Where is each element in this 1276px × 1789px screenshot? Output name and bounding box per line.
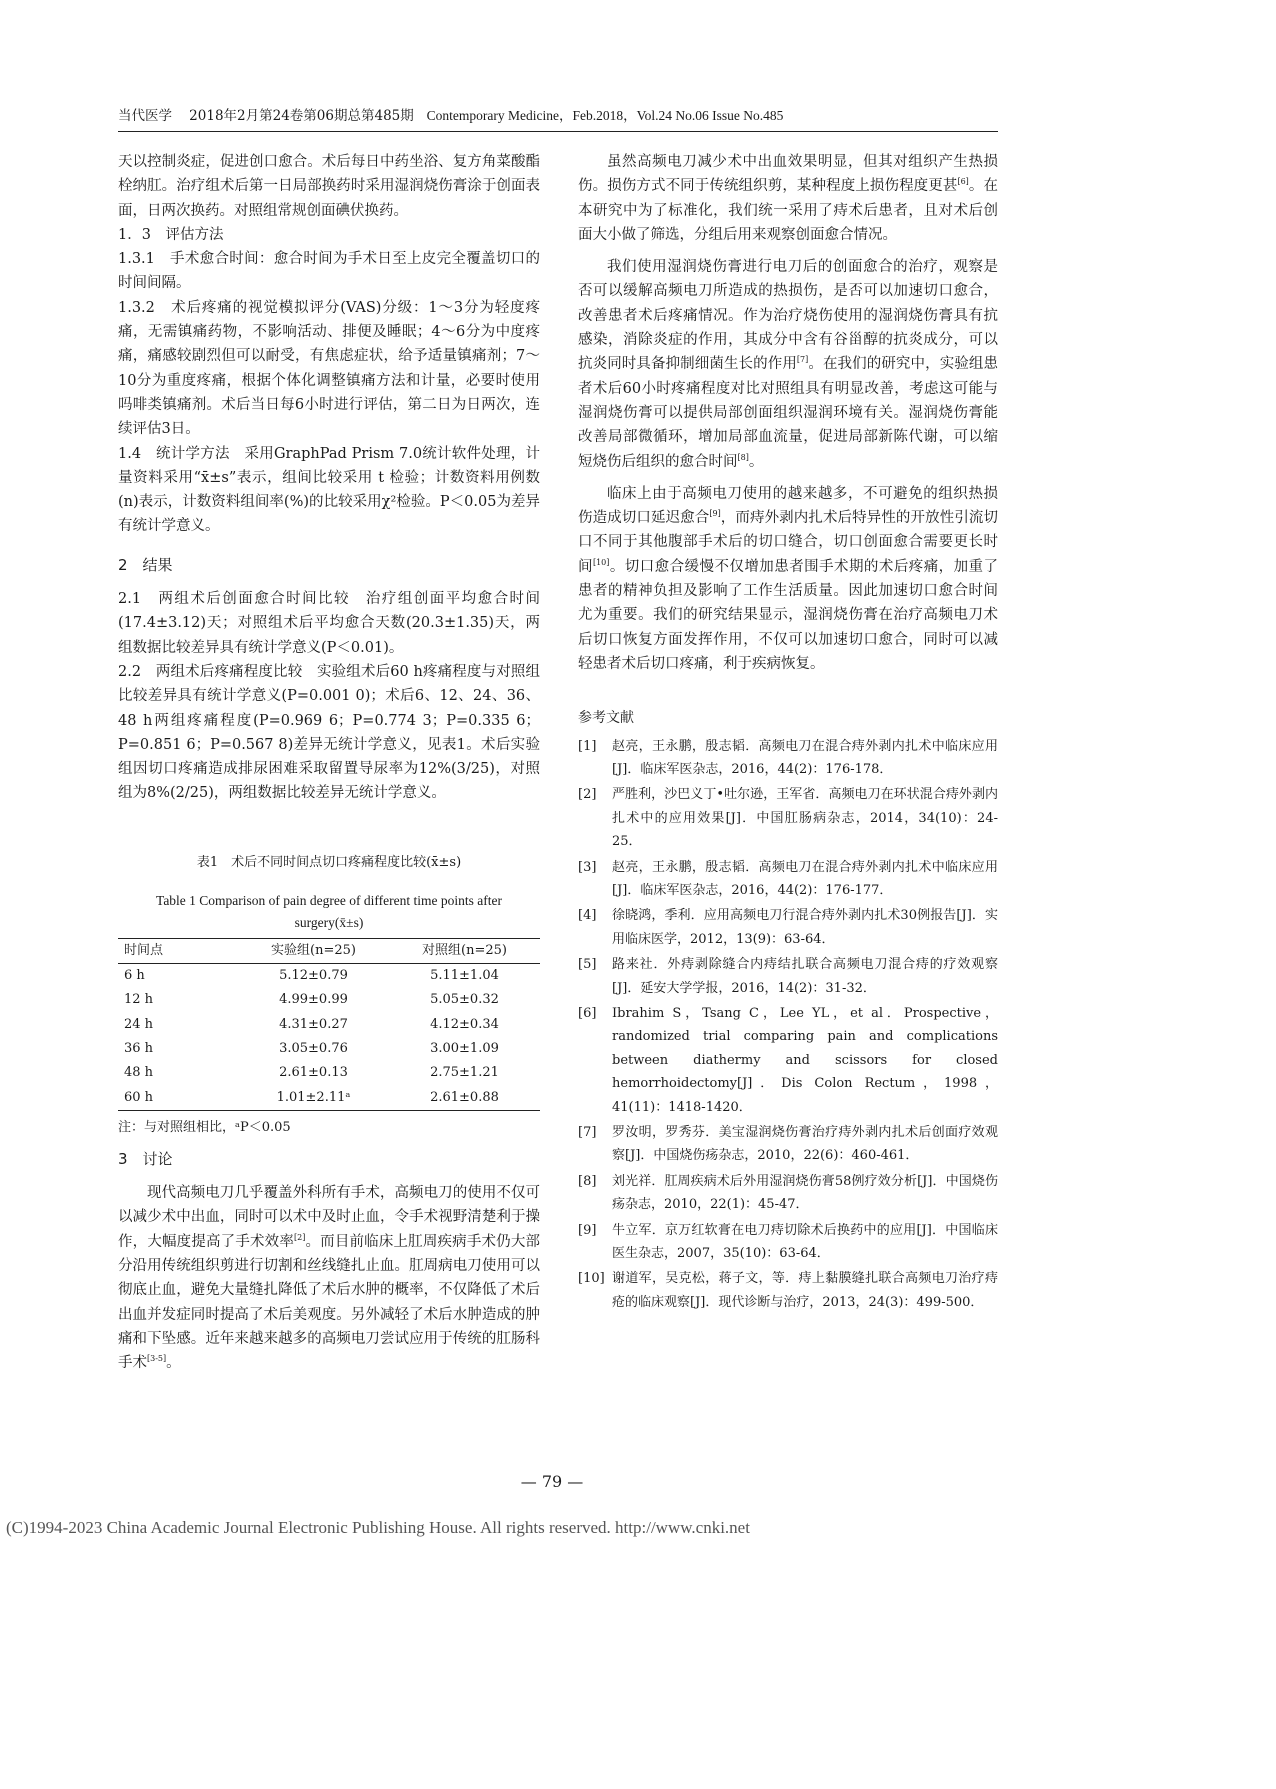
discussion-text: 。切口愈合缓慢不仅增加患者围手术期的术后疼痛，加重了患者的精神负担及影响了工作生活质量。因此加速切口愈合时间尤为重要。我们的研究结果显示，湿润烧伤膏在治疗高频电刀术后切口恢复方面发挥作用，不仅可以加速切口愈合，同时可以减轻患者术后切口疼痛，利于疾病恢复。 [578, 558, 999, 672]
section-3-heading: 3 讨论 [118, 1149, 173, 1168]
reference-number: [8] [578, 1173, 597, 1189]
table-header-cell: 时间点 [124, 942, 164, 958]
running-header [118, 104, 998, 124]
reference-item [578, 1267, 998, 1314]
section-1-3-1: 1.3.1 手术愈合时间：愈合时间为手术日至上皮完全覆盖切口的时间间隔。 [118, 251, 540, 292]
issue-en: Contemporary Medicine，Feb.2018，Vol.24 No.06 Issue No.485 [426, 108, 784, 123]
citation: [2] [294, 1232, 306, 1242]
table-header-cell: 实验组(n=25) [271, 942, 356, 958]
reference-text: 罗汝明，罗秀芬．美宝湿润烧伤膏治疗痔外剥内扎术后创面疗效观察[J]．中国烧伤疡杂志，2010，22(6)：460-461． [612, 1125, 998, 1164]
table-row [118, 1037, 540, 1061]
section-1-3-2: 1.3.2 术后疼痛的视觉模拟评分(VAS)分级：1～3分为轻度疼痛，无需镇痛药物，不影响活动、排便及睡眠；4～6分为中度疼痛，痛感较剧烈但可以耐受，有焦虑症状，给予适量镇痛剂；7～10分为重度疼痛，根据个体化调整镇痛方法和计量，必要时使用吗啡类镇痛剂。术后当日每6小时进行评估，第二日为日两次，连续评估3日。 [118, 299, 540, 438]
reference-number: [6] [578, 1006, 597, 1021]
reference-number: [1] [578, 738, 597, 754]
table-note: 注：与对照组相比，ᵃP＜0.05 [118, 1119, 291, 1135]
table-cell: 3.05±0.76 [279, 1040, 348, 1056]
table-cell: 3.00±1.09 [430, 1040, 499, 1056]
table-cell: 2.75±1.21 [430, 1065, 499, 1081]
reference-item [578, 953, 998, 1000]
discussion-paragraph [578, 482, 998, 676]
table-cell: 2.61±0.88 [430, 1089, 499, 1105]
table-cell: 5.12±0.79 [279, 968, 348, 984]
citation: [3-5] [147, 1354, 167, 1364]
table-cell: 1.01±2.11ᵃ [276, 1089, 351, 1105]
reference-item [578, 1170, 998, 1217]
reference-text: 刘光祥．肛周疾病术后外用湿润烧伤膏58例疗效分析[J]．中国烧伤疡杂志，2010，22(1)：45-47． [612, 1173, 998, 1213]
citation: [10] [592, 557, 610, 567]
section-1-4: 1.4 统计学方法 采用GraphPad Prism 7.0统计软件处理，计量资料采用“x̄±s”表示，组间比较采用 t 检验；计数资料用例数(n)表示，计数资料组间率(%)的比较采用χ²检验。P＜0.05为差异有统计学意义。 [118, 445, 540, 535]
reference-number: [10] [578, 1271, 605, 1287]
table-cell: 5.05±0.32 [430, 992, 499, 1008]
methods-paragraph: 天以控制炎症，促进创口愈合。术后每日中药坐浴、复方角菜酸酯栓纳肛。治疗组术后第一日局部换药时采用湿润烧伤膏涂于创面表面，日两次换药。对照组常规创面碘伏换药。 [118, 154, 540, 219]
table-row [118, 964, 540, 989]
reference-text: Ibrahim S，Tsang C，Lee YL，et al．Prospective，randomized trial comparing pain and complications between diathermy and scissors for closed hemorrhoidectomy[J]．Dis Colon Rectum，1998，41(11)：1418-1420． [612, 1006, 998, 1115]
discussion-text: ，而痔外剥内扎术后特异性的开放性引流切口不同于其他腹部手术后的切口缝合，切口创面愈合需要更长时间 [578, 510, 999, 575]
discussion-text: 。 [748, 453, 764, 470]
table-row [118, 988, 540, 1012]
table-cell: 5.11±1.04 [430, 968, 499, 984]
table-cell: 24 h [124, 1016, 154, 1032]
discussion-paragraph [578, 150, 998, 247]
discussion-paragraph [118, 1181, 540, 1375]
table-caption-cn: 表1 术后不同时间点切口疼痛程度比较(x̄±s) [196, 854, 462, 870]
pain-table [118, 938, 540, 1111]
discussion-text: 。在我们的研究中，实验组患者术后60小时疼痛程度对比对照组具有明显改善，考虑这可能与湿润烧伤膏可以提供局部创面组织湿润环境有关。湿润烧伤膏能改善局部微循环，增加局部血流量，促进局部新陈代谢，可以缩短烧伤后组织的愈合时间 [578, 356, 998, 470]
table-cell: 6 h [124, 968, 145, 984]
copyright-line: (C)1994-2023 China Academic Journal Electronic Publishing House. All rights reserved. http://www.cnki.net [6, 1518, 750, 1537]
citation: [8] [737, 452, 749, 462]
section-2-heading: 2 结果 [118, 555, 173, 574]
discussion-text: 。在本研究中为了标准化，我们统一采用了痔术后患者，且对术后创面大小做了筛选，分组后用来观察创面愈合情况。 [578, 178, 999, 243]
reference-item [578, 1002, 998, 1119]
issue-cn: 2018年2月第24卷第06期总第485期 [189, 108, 414, 124]
section-2-2: 2.2 两组术后疼痛程度比较 实验组术后60 h疼痛程度与对照组比较差异具有统计学意义(P=0.001 0)；术后6、12、24、36、48 h两组疼痛程度(P=0.969 6；P=0.774 3；P=0.335 6；P=0.851 6；P=0.567 8)差异无统计学意义，见表1。术后实验组因切口疼痛造成排尿困难采取留置导尿率为12%(3/25)，对照组为8%(2/25)，两组数据比较差异无统计学意义。 [118, 663, 540, 802]
reference-text: 严胜利，沙巴义丁•吐尔逊，王军省．高频电刀在环状混合痔外剥内扎术中的应用效果[J]．中国肛肠病杂志，2014，34(10)：24-25． [612, 787, 998, 850]
journal-name: 当代医学 [118, 108, 172, 124]
table-caption-en-2: surgery(x̄±s) [294, 914, 364, 930]
table-header-row [118, 938, 540, 963]
reference-number: [4] [578, 908, 597, 924]
table-cell: 36 h [124, 1040, 154, 1056]
table-cell: 4.12±0.34 [430, 1016, 499, 1032]
table-cell: 12 h [124, 992, 154, 1008]
table-cell: 2.61±0.13 [279, 1065, 348, 1081]
discussion-text: 我们使用湿润烧伤膏进行电刀后的创面愈合的治疗，观察是否可以缓解高频电刀所造成的热损伤，是否可以加速切口愈合，改善患者术后疼痛情况。作为治疗烧伤使用的湿润烧伤膏具有抗感染，消除炎症的作用，其成分中含有谷甾醇的抗炎成分，可以抗炎同时具备抑制细菌生长的作用 [578, 259, 998, 373]
citation: [7] [796, 355, 809, 365]
reference-item [578, 1121, 998, 1168]
table-cell: 4.99±0.99 [279, 992, 348, 1008]
discussion-text: 临床上由于高频电刀使用的越来越多，不可避免的组织热损伤造成切口延迟愈合 [578, 485, 998, 527]
table-cell: 48 h [124, 1065, 154, 1081]
section-2-1: 2.1 两组术后创面愈合时间比较 治疗组创面平均愈合时间(17.4±3.12)天；对照组术后平均愈合天数(20.3±1.35)天，两组数据比较差异具有统计学意义(P＜0.01)。 [118, 591, 540, 656]
header-rule [118, 131, 998, 132]
reference-text: 赵亮，王永鹏，殷志韬．高频电刀在混合痔外剥内扎术中临床应用[J]．临床军医杂志，2016，44(2)：176-177． [612, 859, 998, 898]
reference-item [578, 904, 998, 951]
citation: [9] [709, 509, 721, 519]
table-header-cell: 对照组(n=25) [422, 942, 507, 958]
table-caption-en-1: Table 1 Comparison of pain degree of different time points after [156, 892, 502, 908]
reference-number: [9] [578, 1222, 597, 1238]
reference-text: 赵亮，王永鹏，殷志韬．高频电刀在混合痔外剥内扎术中临床应用[J]．临床军医杂志，2016，44(2)：176-178． [612, 738, 998, 777]
discussion-text: 现代高频电刀几乎覆盖外科所有手术，高频电刀的使用不仅可以减少术中出血，同时可以术中及时止血，令手术视野清楚利于操作，大幅度提高了手术效率 [118, 1185, 540, 1250]
table-cell: 4.31±0.27 [279, 1016, 348, 1032]
reference-item [578, 783, 998, 853]
discussion-text: 。 [166, 1355, 181, 1372]
section-1-3-heading: 1．3 评估方法 [118, 226, 224, 243]
reference-text: 谢道军，吴克松，蒋子文，等．痔上黏膜缝扎联合高频电刀治疗痔疮的临床观察[J]．现代诊断与治疗，2013，24(3)：499-500． [612, 1271, 998, 1310]
table-row [118, 1061, 540, 1085]
reference-number: [3] [578, 859, 597, 875]
left-column [118, 150, 540, 1375]
reference-text: 徐晓鸿，季利．应用高频电刀行混合痔外剥内扎术30例报告[J]．实用临床医学，2012，13(9)：63-64． [612, 908, 998, 947]
reference-text: 路来社．外痔剥除缝合内痔结扎联合高频电刀混合痔的疗效观察[J]．延安大学学报，2016，14(2)：31-32． [612, 957, 998, 996]
page-number: — 79 — [520, 1472, 584, 1491]
table-cell: 60 h [124, 1089, 154, 1105]
right-column [578, 150, 998, 1316]
table-row [118, 1013, 540, 1037]
discussion-paragraph [578, 255, 998, 474]
reference-number: [5] [578, 957, 597, 973]
reference-item [578, 856, 998, 903]
table-row [118, 1086, 540, 1111]
references-heading: 参考文献 [578, 710, 634, 727]
reference-item [578, 1219, 998, 1266]
discussion-text: 虽然高频电刀减少术中出血效果明显，但其对组织产生热损伤。损伤方式不同于传统组织剪，某种程度上损伤程度更甚 [578, 154, 998, 195]
citation: [6] [957, 177, 969, 187]
discussion-text: 。而目前临床上肛周疾病手术仍大部分沿用传统组织剪进行切割和丝线缝扎止血。肛周病电刀使用可以彻底止血，避免大量缝扎降低了术后水肿的概率，不仅降低了术后出血并发症同时提高了术后美观度。另外减轻了术后水肿造成的肿痛和下坠感。近年来越来越多的高频电刀尝试应用于传统的肛肠科手术 [118, 1233, 541, 1372]
reference-item [578, 735, 998, 782]
reference-number: [2] [578, 787, 597, 803]
reference-text: 牛立军．京万红软膏在电刀痔切除术后换药中的应用[J]．中国临床医生杂志，2007，35(10)：63-64． [612, 1222, 998, 1262]
reference-number: [7] [578, 1125, 597, 1141]
